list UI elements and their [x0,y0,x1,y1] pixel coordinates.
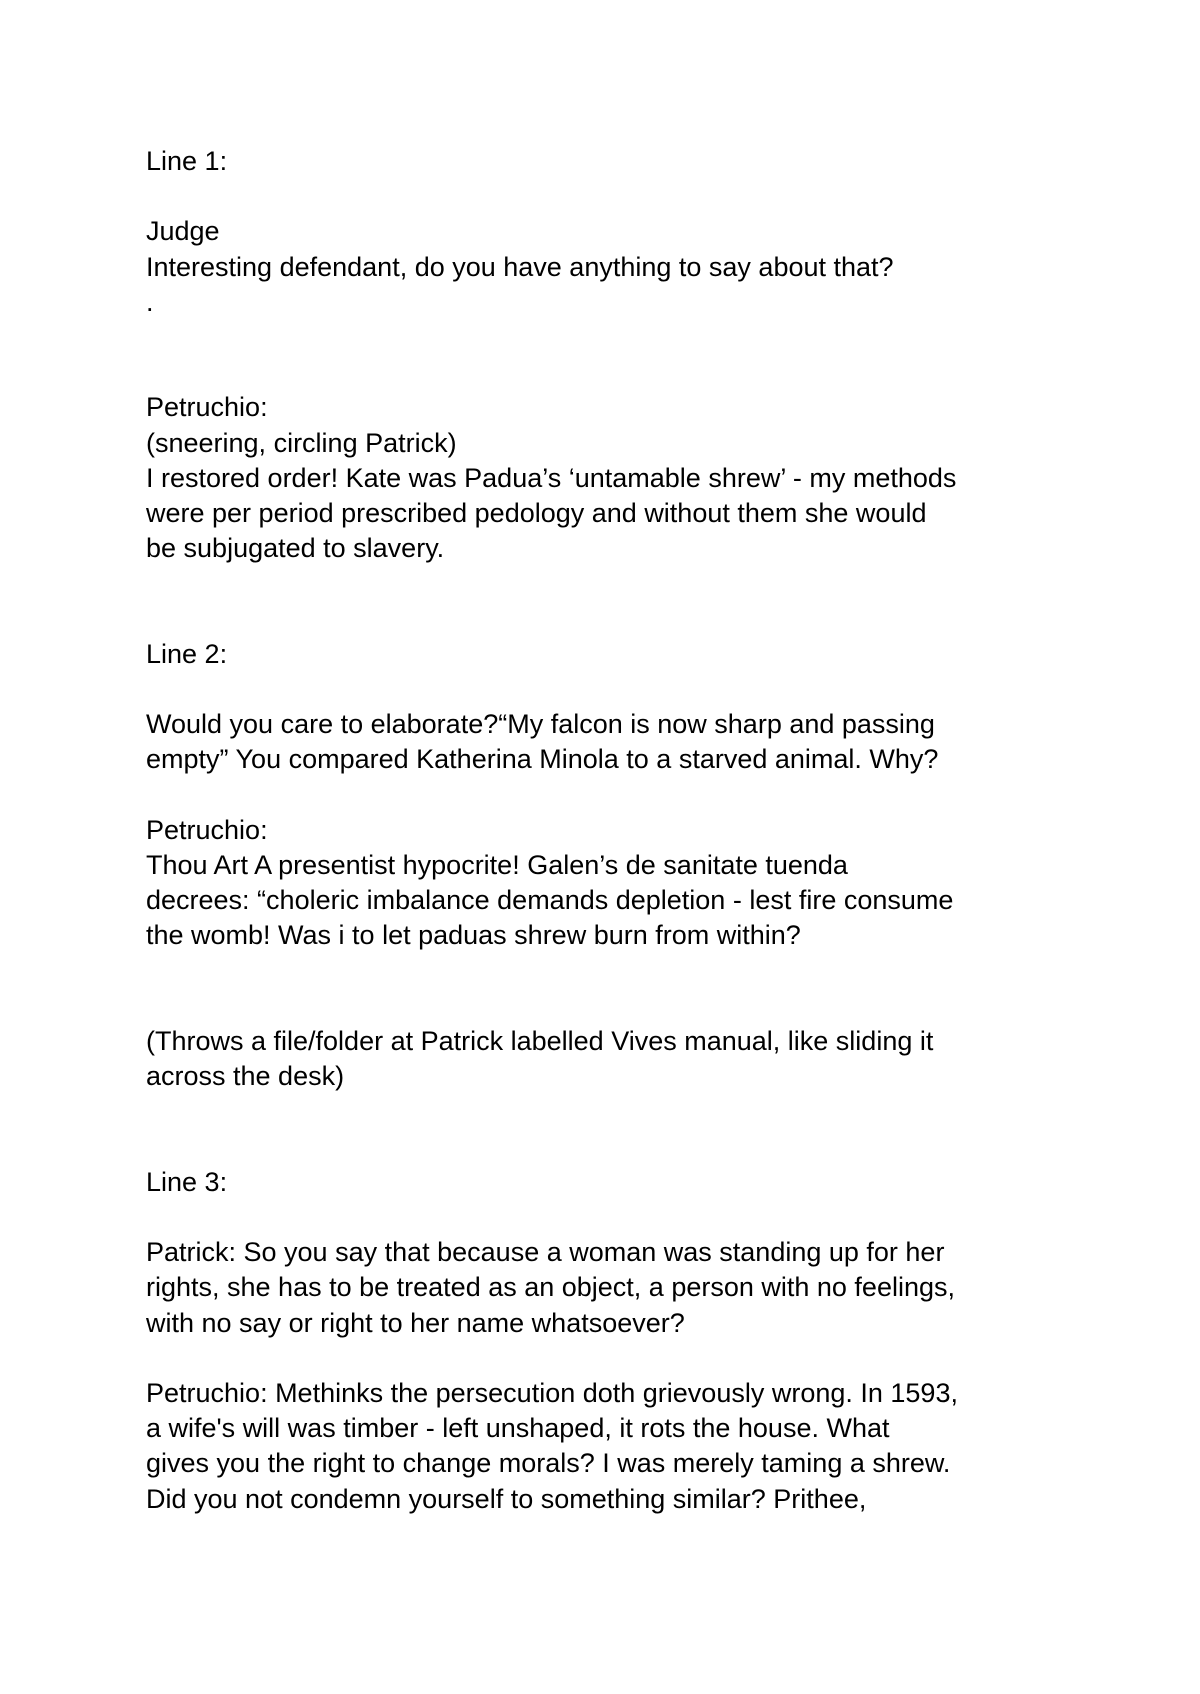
section-1-heading: Line 1: [146,146,228,176]
section-3-heading: Line 3: [146,1166,228,1197]
spacer [146,179,1086,214]
spacer [146,989,1086,1024]
spacer [146,954,1086,989]
question-line: empty” You compared Katherina Minola to a starved animal. Why? [146,744,939,775]
judge-question: Interesting defendant, do you have anything to say about that? [146,251,894,282]
petruchio-speaker: Petruchio: [146,814,268,845]
stage-direction-line: (Throws a file/folder at Patrick labelled Vives manual, like sliding it [146,1025,934,1056]
stage-direction-line: across the desk) [146,1061,345,1092]
judge-speaker: Judge [146,216,220,247]
spacer [146,778,1086,813]
petruchio-line: Did you not condemn yourself to something similar? Prithee, [146,1483,867,1514]
petruchio-reply-line: decrees: “choleric imbalance demands depletion - lest fire consume [146,885,954,916]
petruchio-speaker: Petruchio: [146,392,268,423]
question-line: Would you care to elaborate?“My falcon is now sharp and passing [146,709,935,740]
section-2-heading: Line 2: [146,638,228,669]
petruchio-reply-line: I restored order! Kate was Padua’s ‘untamable shrew’ - my methods [146,462,957,493]
spacer [146,1200,1086,1235]
stage-direction: (sneering, circling Patrick) [146,427,457,458]
spacer [146,602,1086,637]
petruchio-line: gives you the right to change morals? I was merely taming a shrew. [146,1448,951,1479]
patrick-line: rights, she has to be treated as an object, a person with no feelings, [146,1272,955,1303]
spacer [146,1130,1086,1165]
stray-dot: . [146,286,154,317]
petruchio-reply-line: Thou Art A presentist hypocrite! Galen’s de sanitate tuenda [146,849,848,880]
spacer [146,566,1086,601]
petruchio-line: Petruchio: Methinks the persecution doth grievously wrong. In 1593, [146,1377,958,1408]
petruchio-line: a wife's will was timber - left unshaped, it rots the house. What [146,1413,890,1444]
spacer [146,672,1086,707]
patrick-line: Patrick: So you say that because a woman was standing up for her [146,1237,945,1268]
patrick-line: with no say or right to her name whatsoever? [146,1307,685,1338]
spacer [146,355,1086,390]
spacer [146,1341,1086,1376]
spacer [146,320,1086,355]
petruchio-reply-line: were per period prescribed pedology and without them she would [146,497,927,528]
petruchio-reply-line: be subjugated to slavery. [146,533,445,564]
petruchio-reply-line: the womb! Was i to let paduas shrew burn from within? [146,920,801,951]
document-body [146,144,1086,1517]
spacer [146,1094,1086,1129]
